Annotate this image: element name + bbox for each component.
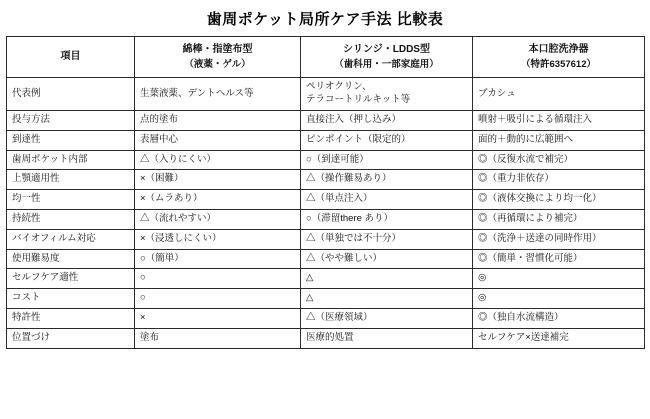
- cell-line: ◎（再循環により補完）: [478, 212, 583, 224]
- table-cell: [301, 309, 473, 329]
- column-header-swab-sub: （液薬・ゲル）: [184, 58, 251, 70]
- table-header-row: [7, 37, 645, 78]
- column-header-irrigator-sub: （特許6357612）: [521, 58, 596, 70]
- cell-line: △（医療領域）: [306, 312, 373, 324]
- column-header-irrigator: [473, 37, 645, 78]
- table-row: [7, 209, 645, 229]
- table-row: [7, 289, 645, 309]
- cell-line: ピンポイント（限定的）: [306, 133, 411, 145]
- cell-line: ○（簡単）: [140, 252, 184, 264]
- table-cell: [473, 328, 645, 348]
- cell-line: ◎（重力非依存）: [478, 173, 555, 185]
- cell-line: ◎（独自水流構造）: [478, 312, 564, 324]
- comparison-table: [6, 36, 645, 349]
- column-header-irrigator-main: 本口腔洗浄器: [528, 44, 589, 55]
- cell-line: 面的＋動的に広範囲へ: [478, 133, 574, 145]
- column-header-syringe-sub: （歯科用・一部家庭用）: [334, 58, 439, 70]
- cell-line: △（やや難しい）: [306, 252, 383, 264]
- cell-line: ◎（簡単・習慣化可能）: [478, 252, 583, 264]
- cell-line: △: [306, 292, 314, 304]
- column-header-syringe: [301, 37, 473, 78]
- row-label: 使用難易度: [7, 249, 135, 269]
- table-cell: [301, 150, 473, 170]
- table-cell: [135, 269, 301, 289]
- cell-line: テラコートリルキット等: [306, 94, 411, 106]
- cell-line: ○: [140, 272, 146, 284]
- cell-line: ◎（反復水流で補完）: [478, 153, 574, 165]
- table-row: [7, 130, 645, 150]
- row-label: 特許性: [7, 309, 135, 329]
- column-header-swab-main: 綿棒・指塗布型: [182, 44, 253, 55]
- table-cell: [135, 289, 301, 309]
- table-cell: [135, 309, 301, 329]
- table-row: [7, 269, 645, 289]
- table-cell: [301, 229, 473, 249]
- cell-line: 噴射＋吸引による循環注入: [478, 113, 593, 125]
- table-body: [7, 78, 645, 348]
- table-cell: [473, 209, 645, 229]
- cell-line: ×（ムラあり）: [140, 193, 203, 205]
- row-label: セルフケア適性: [7, 269, 135, 289]
- column-header-swab: [135, 37, 301, 78]
- table-cell: [473, 289, 645, 309]
- table-cell: [301, 289, 473, 309]
- cell-line: 直接注入（押し込み）: [306, 113, 402, 125]
- cell-line: ○（滞留there あり）: [306, 212, 394, 224]
- cell-line: ○（到達可能）: [306, 153, 369, 165]
- cell-line: 生葉液薬、デントヘルス等: [140, 87, 254, 99]
- table-cell: [135, 130, 301, 150]
- cell-line: セルフケア×送達補完: [478, 331, 569, 343]
- table-header: [7, 37, 645, 78]
- cell-line: △（単点注入）: [306, 193, 373, 205]
- cell-line: ◎: [478, 272, 487, 284]
- table-cell: [135, 209, 301, 229]
- cell-line: △（単独では不十分）: [306, 232, 402, 244]
- cell-line: ◎（液体交換により均一化）: [478, 193, 602, 205]
- cell-line: ブカシュ: [478, 87, 516, 99]
- table-cell: [301, 110, 473, 130]
- row-label: 到達性: [7, 130, 135, 150]
- column-header-item-main: 項目: [60, 50, 81, 62]
- cell-line: ペリオクリン、: [306, 81, 372, 93]
- cell-line: △（入りにくい）: [140, 153, 217, 165]
- table-cell: [135, 190, 301, 210]
- page-title: 歯周ポケット局所ケア手法 比較表: [206, 11, 444, 28]
- table-cell: [135, 150, 301, 170]
- row-label: バイオフィルム対応: [7, 229, 135, 249]
- row-label: 持続性: [7, 209, 135, 229]
- table-cell: [301, 209, 473, 229]
- table-cell: [473, 309, 645, 329]
- table-cell: [473, 110, 645, 130]
- cell-line: ×（困難）: [140, 173, 184, 185]
- cell-line: 医療的処置: [306, 331, 354, 343]
- cell-line: 点的塗布: [140, 113, 179, 125]
- table-cell: [135, 110, 301, 130]
- table-cell: [135, 229, 301, 249]
- row-label: コスト: [7, 289, 135, 309]
- table-cell: [135, 249, 301, 269]
- cell-line: 表層中心: [140, 133, 179, 145]
- row-label: 位置づけ: [7, 328, 135, 348]
- table-cell: [473, 78, 645, 111]
- cell-line: ◎: [478, 292, 487, 304]
- table-cell: [301, 130, 473, 150]
- table-row: [7, 229, 645, 249]
- table-row: [7, 309, 645, 329]
- column-header-item: [7, 37, 135, 78]
- table-cell: [301, 170, 473, 190]
- row-label: 投与方法: [7, 110, 135, 130]
- table-row: [7, 249, 645, 269]
- cell-line: ○: [140, 292, 146, 304]
- table-cell: [135, 328, 301, 348]
- table-cell: [473, 190, 645, 210]
- row-label: 上顎適用性: [7, 170, 135, 190]
- cell-line: ×: [140, 312, 146, 324]
- column-header-syringe-main: シリンジ・LDDS型: [343, 44, 430, 55]
- table-cell: [301, 249, 473, 269]
- table-cell: [301, 190, 473, 210]
- table-cell: [473, 170, 645, 190]
- table-row: [7, 110, 645, 130]
- cell-line: △（流れやすい）: [140, 212, 217, 224]
- cell-line: △（操作難易あり）: [306, 173, 392, 185]
- cell-line: 塗布: [140, 331, 160, 343]
- table-cell: [473, 249, 645, 269]
- table-cell: [135, 170, 301, 190]
- cell-line: ×（浸透しにくい）: [140, 232, 222, 244]
- table-row: [7, 170, 645, 190]
- table-cell: [473, 229, 645, 249]
- row-label: 代表例: [7, 78, 135, 111]
- table-cell: [301, 78, 473, 111]
- table-cell: [301, 328, 473, 348]
- row-label: 均一性: [7, 190, 135, 210]
- table-cell: [135, 78, 301, 111]
- table-row: [7, 150, 645, 170]
- table-row: [7, 328, 645, 348]
- table-cell: [473, 269, 645, 289]
- cell-line: △: [306, 272, 314, 284]
- row-label: 歯周ポケット内部: [7, 150, 135, 170]
- table-cell: [473, 150, 645, 170]
- table-cell: [473, 130, 645, 150]
- cell-line: ◎（洗浄＋送達の同時作用）: [478, 232, 602, 244]
- table-cell: [301, 269, 473, 289]
- table-row: [7, 78, 645, 111]
- table-row: [7, 190, 645, 210]
